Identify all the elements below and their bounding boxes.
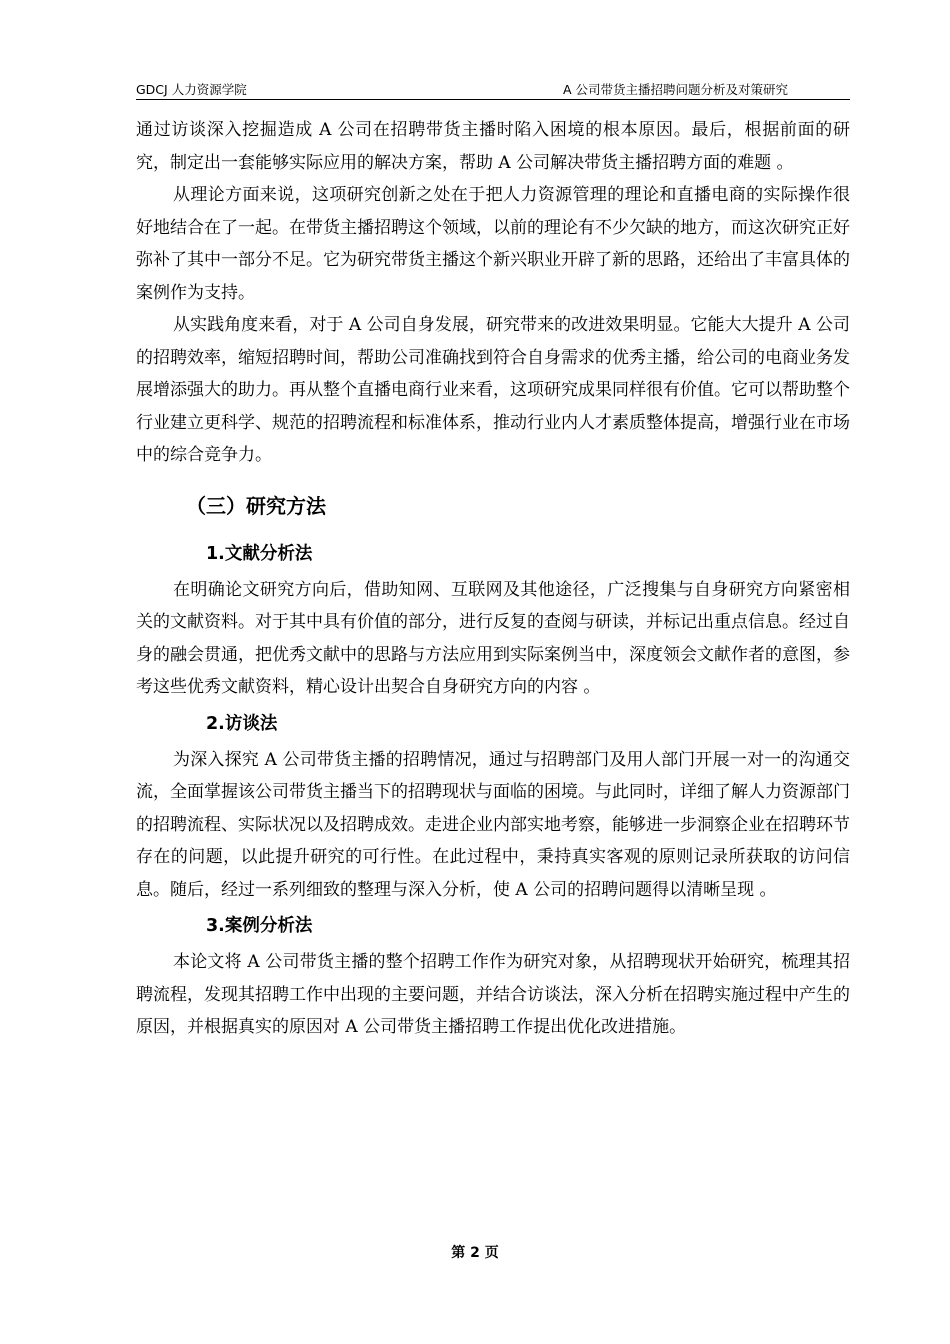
subheading-interview: 2.访谈法 [206, 713, 278, 734]
paragraph-case-analysis: 本论文将 A 公司带货主播的整个招聘工作作为研究对象，从招聘现状开始研究，梳理其招聘流程，发现其招聘工作中出现的主要问题，并结合访谈法，深入分析在招聘实施过程中产生的原因，并根据真实的原因对 A 公司带货主播招聘工作提出优化改进措施。 [136, 952, 850, 1037]
running-header [136, 80, 850, 98]
page-body [136, 114, 850, 1044]
page-number: 第 2 页 [451, 1245, 499, 1261]
paragraph-practice: 从实践角度来看，对于 A 公司自身发展，研究带来的改进效果明显。它能大大提升 A 公司的招聘效率，缩短招聘时间，帮助公司准确找到符合自身需求的优秀主播，给公司的电商业务发展增添强大的助力。再从整个直播电商行业来看，这项研究成果同样很有价值。它可以帮助整个行业建立更科学、规范的招聘流程和标准体系，推动行业内人才素质整体提高，增强行业在市场中的综合竞争力。 [136, 315, 850, 465]
subheading-literature-analysis: 1.文献分析法 [206, 543, 313, 564]
paragraph-theory: 从理论方面来说，这项研究创新之处在于把人力资源管理的理论和直播电商的实际操作很好地结合在了一起。在带货主播招聘这个领域，以前的理论有不少欠缺的地方，而这次研究正好弥补了其中一部分不足。它为研究带货主播这个新兴职业开辟了新的思路，还给出了丰富具体的案例作为支持。 [136, 185, 850, 303]
header-thesis-title: A 公司带货主播招聘问题分析及对策研究 [562, 82, 788, 97]
paragraph-interview: 为深入探究 A 公司带货主播的招聘情况，通过与招聘部门及用人部门开展一对一的沟通交流，全面掌握该公司带货主播当下的招聘现状与面临的困境。与此同时，详细了解人力资源部门的招聘流程、实际状况以及招聘成效。走进企业内部实地考察，能够进一步洞察企业在招聘环节存在的问题，以此提升研究的可行性。在此过程中，秉持真实客观的原则记录所获取的访问信息。随后，经过一系列细致的整理与深入分析，使 A 公司的招聘问题得以清晰呈现 。 [136, 749, 850, 900]
paragraph-literature-analysis: 在明确论文研究方向后，借助知网、互联网及其他途径，广泛搜集与自身研究方向紧密相关的文献资料。对于其中具有价值的部分，进行反复的查阅与研读，并标记出重点信息。经过自身的融会贯通，把优秀文献中的思路与方法应用到实际案例当中，深度领会文献作者的意图，参考这些优秀文献资料，精心设计出契合自身研究方向的内容 。 [136, 579, 850, 697]
section-heading-methods: （三）研究方法 [186, 493, 326, 518]
header-rule [136, 99, 850, 100]
subheading-case-analysis: 3.案例分析法 [206, 916, 313, 936]
paragraph-continued: 通过访谈深入挖掘造成 A 公司在招聘带货主播时陷入困境的根本原因。最后，根据前面的研究，制定出一套能够实际应用的解决方案，帮助 A 公司解决带货主播招聘方面的难题 。 [136, 120, 850, 173]
header-institution: GDCJ 人力资源学院 [136, 82, 247, 97]
